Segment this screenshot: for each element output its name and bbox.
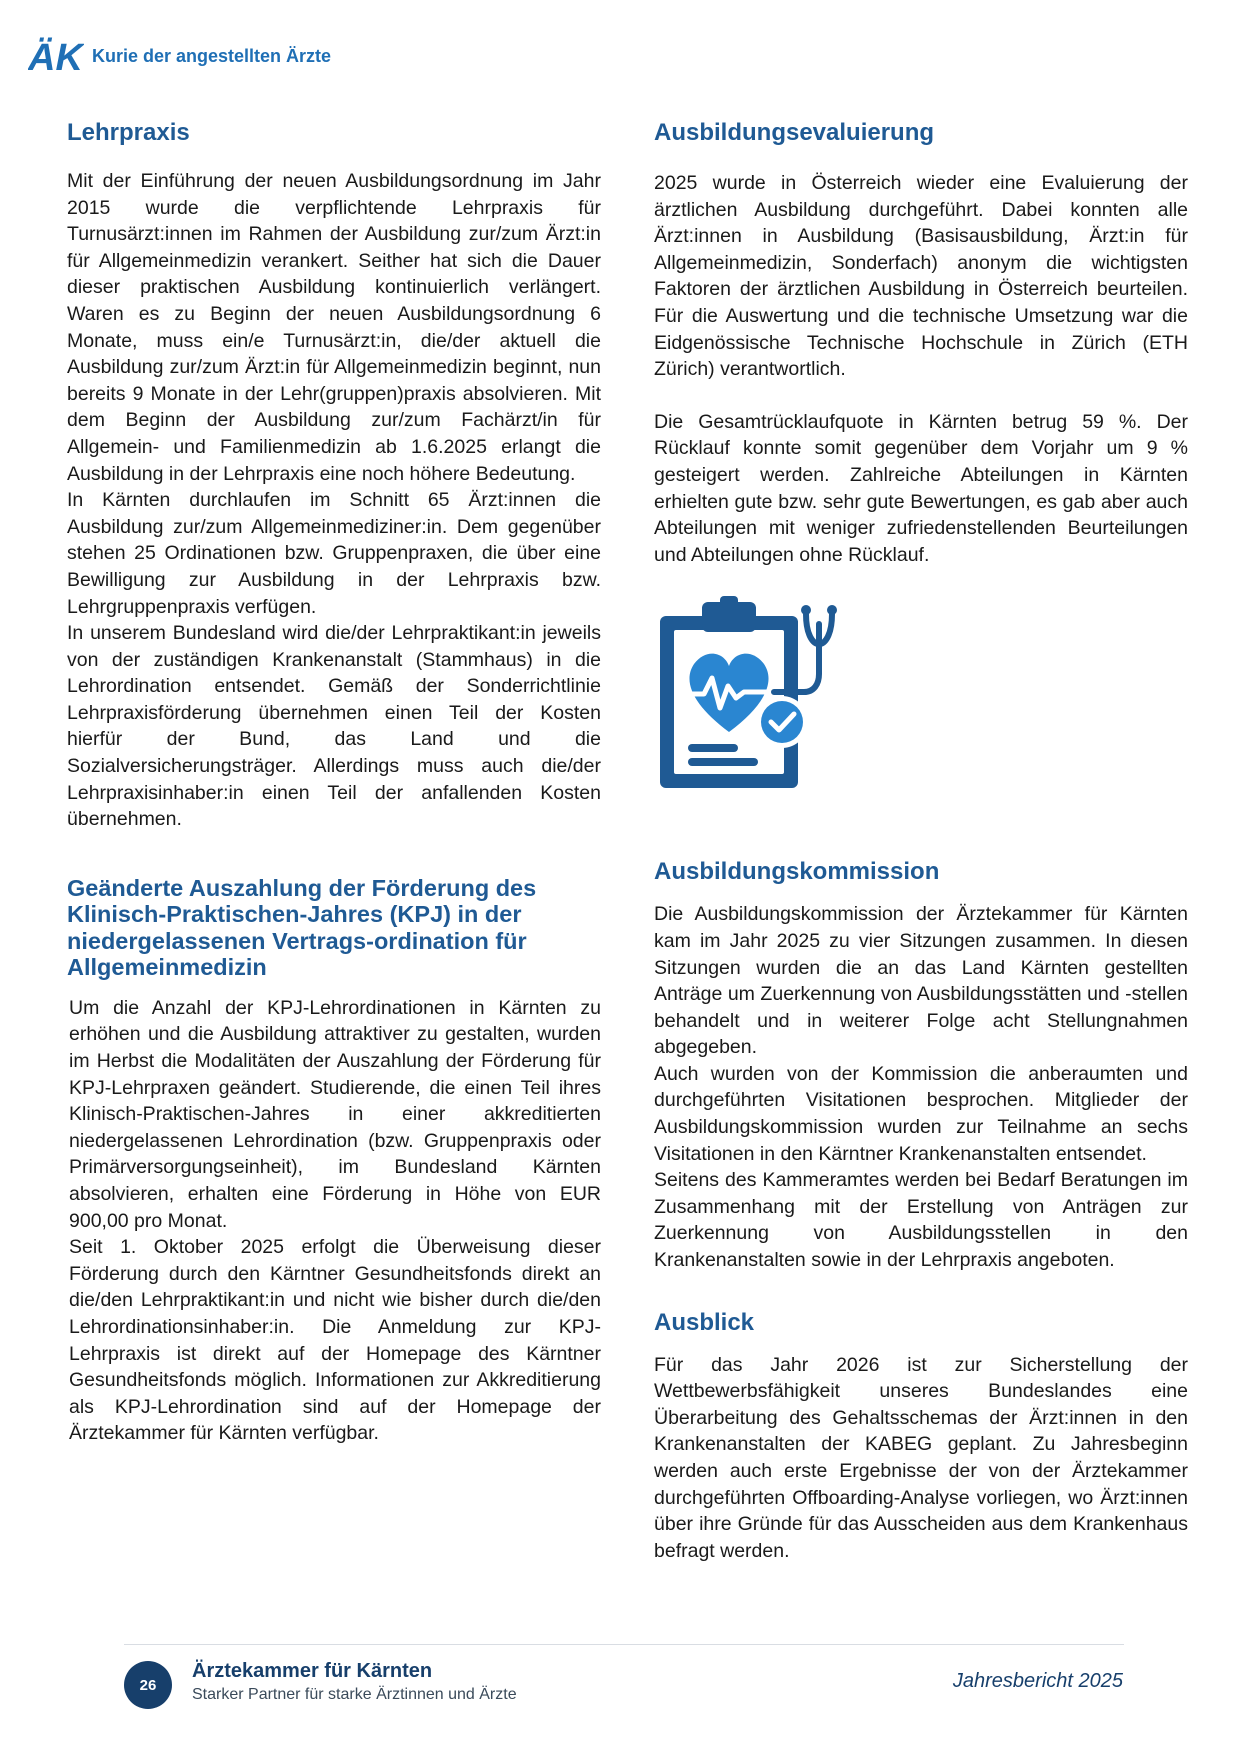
paragraph: In Kärnten durchlaufen im Schnitt 65 Ärzt:innen die Ausbildung zur/zum Allgemeinmediziner:in. Dem gegenüber stehen 25 Ordinationen bzw. Gruppenpraxen, die über eine Bewilligung zur Ausbildung in der Lehrpraxis bzw. Lehrgruppenpraxis verfügen.	[67, 489, 601, 618]
footer-tagline: Starker Partner für starke Ärztinnen und Ärzte	[192, 1686, 517, 1703]
paragraph: Um die Anzahl der KPJ-Lehrordinationen in Kärnten zu erhöhen und die Ausbildung attraktiver zu gestalten, wurden im Herbst die Modalitäten der Auszahlung der Förderung für KPJ-Lehrpraxen geändert. Studierende, die einen Teil ihres Klinisch-Praktischen-Jahres in einer akkreditierten niedergelassenen Lehrordination (bzw. Gruppenpraxis oder Primärversorgungseinheit), im Bundesland Kärnten absolvieren, erhalten eine Förderung in Höhe von EUR 900,00 pro Monat.	[69, 996, 601, 1232]
section-kpj	[67, 875, 601, 1447]
page-header	[28, 32, 331, 80]
paragraph: Auch wurden von der Kommission die anberaumten und durchgeführten Visitationen besprochen. Mitglieder der Ausbildungskommission wurden zur Teilnahme an sechs Visitationen in den Kärntner Krankenanstalten entsendet.	[654, 1062, 1188, 1165]
page-number: 26	[124, 1661, 172, 1709]
check-badge	[761, 701, 803, 743]
medical-clipboard-icon	[654, 594, 854, 794]
footer-organization: Ärztekammer für Kärnten	[192, 1660, 433, 1682]
paragraph: Die Gesamtrücklaufquote in Kärnten betrug 59 %. Der Rücklauf konnte somit gegenüber dem Vorjahr um 9 % gesteigert werden. Zahlreiche Abteilungen in Kärnten erhielten gute bzw. sehr gute Bewertungen, es gab aber auch Abteilungen mit weniger zufriedenstellenden Beurteilungen und Abteilungen ohne Rücklauf.	[654, 410, 1188, 566]
text-line	[688, 744, 738, 752]
section-title: Lehrpraxis	[67, 119, 190, 146]
footer-divider	[124, 1644, 1124, 1645]
paragraph-gap	[654, 383, 1188, 409]
section-title: Ausbildungskommission	[654, 858, 940, 886]
paragraph: Seit 1. Oktober 2025 erfolgt die Überweisung dieser Förderung durch den Kärntner Gesundheitsfonds direkt an die/den Lehrpraktikant:in und nicht wie bisher durch die/den Lehrordinationsinhaber:in. Die Anmeldung zur KPJ-Lehrpraxis ist direkt auf der Homepage des Kärntner Gesundheitsfonds möglich. Informationen zur Akkreditierung als KPJ-Lehrordination sind auf der Homepage der Ärztekammer für Kärnten verfügbar.	[69, 1236, 601, 1445]
section-ausbildungsevaluierung	[654, 118, 1188, 568]
text-line	[688, 758, 758, 766]
right-column	[654, 118, 1188, 1564]
aek-logo	[28, 32, 84, 80]
clipboard-clip-top	[720, 596, 738, 608]
section-ausblick	[654, 1308, 1188, 1565]
paragraph: Für das Jahr 2026 ist zur Sicherstellung der Wettbewerbsfähigkeit unseres Bundeslandes eine Überarbeitung des Gehaltsschemas der Ärzt:innen in den Krankenanstalten der KABEG geplant. Zu Jahresbeginn werden auch erste Ergebnisse der von der Ärztekammer durchgeführten Offboarding-Analyse vorliegen, wo Ärzt:innen über ihre Gründe für das Ausscheiden aus dem Krankenhaus befragt werden.	[654, 1353, 1188, 1562]
footer-report-title: Jahresbericht 2025	[952, 1670, 1123, 1692]
left-column	[67, 118, 601, 1447]
aek-logo-text: ÄK	[28, 37, 83, 79]
section-ausbildungskommission	[654, 857, 1188, 1273]
section-title: Ausbildungsevaluierung	[654, 119, 935, 146]
header-label: Kurie der angestellten Ärzte	[92, 45, 332, 66]
paragraph: Seitens des Kammeramtes werden bei Bedarf Beratungen im Zusammenhang mit der Erstellung von Anträgen zur Zuerkennung von Ausbildungsstellen in den Krankenanstalten sowie in der Lehrpraxis angeboten.	[654, 1169, 1188, 1272]
section-lehrpraxis	[67, 118, 601, 833]
paragraph: In unserem Bundesland wird die/der Lehrpraktikant:in jeweils von der zuständigen Krankenanstalt (Stammhaus) in die Lehrordination entsendet. Gemäß der Sonderrichtlinie Lehrpraxisförderung übernehmen einen Teil der Kosten hierfür der Bund, das Land und die Sozialversicherungsträger. Allerdings muss auch die/der Lehrpraxisinhaber:in einen Teil der anfallenden Kosten übernehmen.	[67, 622, 601, 831]
section-title: Geänderte Auszahlung der Förderung des Klinisch-Praktischen-Jahres (KPJ) in der niedergelassenen Vertrags-ordination für Allgemeinmedizin	[67, 874, 537, 981]
section-title: Ausblick	[654, 1308, 755, 1336]
paragraph: 2025 wurde in Österreich wieder eine Evaluierung der ärztlichen Ausbildung durchgeführt. Dabei konnten alle Ärzt:innen in Ausbildung (Basisausbildung, Ärzt:in für Allgemeinmedizin, Sonderfach) anonym die wichtigsten Faktoren der ärztlichen Ausbildung in Österreich beurteilen. Für die Auswertung und die technische Umsetzung war die Eidgenössische Technische Hochschule in Zürich (ETH Zürich) verantwortlich.	[654, 172, 1188, 381]
paragraph: Die Ausbildungskommission der Ärztekammer für Kärnten kam im Jahr 2025 zu vier Sitzungen zusammen. In diesen Sitzungen wurden die an das Land Kärnten gestellten Anträge um Zuerkennung von Ausbildungsstätten und -stellen behandelt und in weiterer Folge acht Stellungnahmen abgegeben.	[654, 903, 1188, 1059]
paragraph: Mit der Einführung der neuen Ausbildungsordnung im Jahr 2015 wurde die verpflichtende Lehrpraxis für Turnusärzt:innen im Rahmen der Ausbildung zur/zum Ärzt:in für Allgemeinmedizin verankert. Seither hat sich die Dauer dieser praktischen Ausbildung kontinuierlich verlängert. Waren es zu Beginn der neuen Ausbildungsordnung 6 Monate, muss ein/e Turnusärzt:in, die/der aktuell die Ausbildung zur/zum Ärzt:in für Allgemeinmedizin beginnt, nun bereits 9 Monate in der Lehr(gruppen)praxis absolvieren. Mit dem Beginn der Ausbildung zur/zum Fachärzt/in für Allgemein- und Familienmedizin ab 1.6.2025 erlangt die Ausbildung in der Lehrpraxis eine noch höhere Bedeutung.	[67, 170, 601, 485]
